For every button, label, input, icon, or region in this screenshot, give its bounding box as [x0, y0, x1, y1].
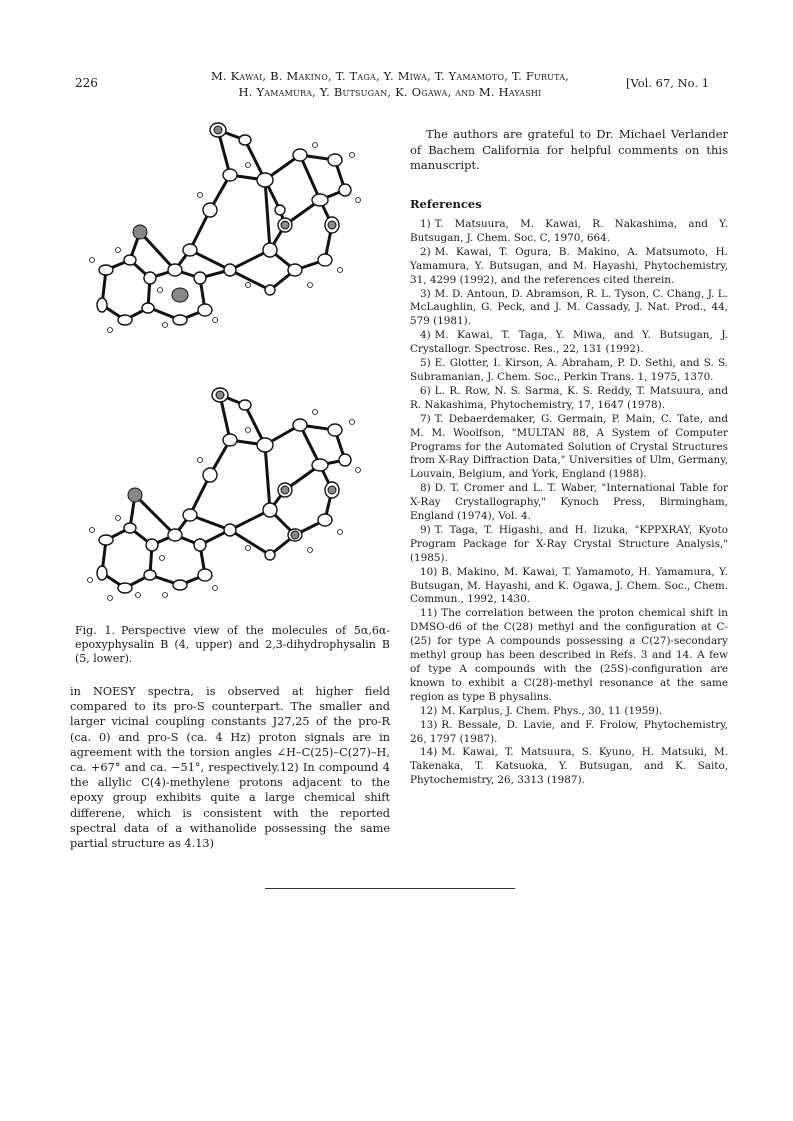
reference-item [410, 746, 728, 788]
reference-text: R. Bessale, D. Lavie, and F. Frolow, Phytochemistry, 26, 1797 (1987). [410, 718, 728, 745]
references-list [410, 218, 728, 788]
reference-number: 13) [420, 718, 438, 731]
authors-line-2: H. Yamamura, Y. Butsugan, K. Ogawa, and M. Hayashi [238, 85, 542, 99]
reference-text: B. Makino, M. Kawai, T. Yamamoto, H. Yamamura, Y. Butsugan, M. Hayashi, and K. Ogawa, J. Chem. Soc., Chem. Commun., 1992, 1430. [410, 565, 728, 606]
reference-item [410, 413, 728, 483]
ortep-figure-upper [70, 110, 370, 345]
reference-item [410, 385, 728, 413]
reference-item [410, 566, 728, 608]
reference-number: 11) [420, 607, 438, 620]
reference-text: L. R. Row, N. S. Sarma, K. S. Reddy, T. Matsuura, and R. Nakashima, Phytochemistry, 17, 1647 (1978). [410, 384, 728, 411]
reference-text: The correlation between the proton chemical shift in DMSO-d6 of the C(28) methyl and the configuration at C-(25) for type A compounds possessing a C(27)-secondary methyl group has been described in Refs. 3 and 14. A few of type A compounds with the (25S)-configuration are known to exhibit a C(28)-methyl resonance at the same region as type B physalins. [410, 607, 728, 703]
reference-item [410, 218, 728, 246]
reference-number: 3) [420, 287, 431, 300]
reference-item [410, 524, 728, 566]
reference-number: 14) [420, 746, 438, 759]
page-number: 226 [75, 76, 98, 90]
reference-text: T. Matsuura, M. Kawai, R. Nakashima, and Y. Butsugan, J. Chem. Soc. C, 1970, 664. [410, 218, 728, 244]
journal-volume: [Vol. 67, No. 1 [626, 76, 710, 90]
reference-text: M. Kawai, T. Taga, Y. Miwa, and Y. Butsugan, J. Crystallogr. Spectrosc. Res., 22, 131 (1992). [410, 329, 728, 356]
reference-item [410, 482, 728, 524]
reference-number: 4) [420, 329, 431, 342]
reference-number: 2) [420, 245, 431, 258]
reference-item [410, 719, 728, 747]
reference-item [410, 329, 728, 357]
reference-text: E. Glotter, I. Kirson, A. Abraham, P. D. Sethi, and S. S. Subramanian, J. Chem. Soc., Perkin Trans. 1, 1975, 1370. [410, 357, 728, 383]
reference-number: 12) [420, 704, 438, 717]
reference-number: 8) [420, 482, 431, 495]
body-paragraph: in NOESY spectra, is observed at higher field compared to its pro-S counterpart. The smaller and larger vicinal coupling constants J27,25 of the pro-R (ca. 0) and pro-S (ca. 4 Hz) proton signals are in agreement with the torsion angles ∠H–C(25)–C(27)–H, ca. +67° and ca. −51°, respectively.12) In compound 4 the allylic C(4)-methylene protons adjacent to the epoxy group exhibits quite a large chemical shift differene, which is consistent with the reported spectral data of a withanolide possessing the same partial structure as 4.13) [70, 685, 390, 851]
reference-text: M. Kawai, T. Matsuura, S. Kyuno, H. Matsuki, M. Takenaka, T. Katsuoka, Y. Butsugan, and K. Saito, Phytochemistry, 26, 3313 (1987). [410, 746, 728, 787]
reference-number: 7) [420, 412, 431, 425]
end-rule [265, 888, 515, 889]
reference-text: T. Taga, T. Higashi, and H. Iizuka, "KPPXRAY, Kyoto Program Package for X-Ray Crystal Structure Analysis," (1985). [410, 523, 728, 564]
reference-item [410, 357, 728, 385]
references-heading: References [410, 197, 482, 211]
reference-text: M. Karplus, J. Chem. Phys., 30, 11 (1959). [441, 704, 663, 717]
reference-text: D. T. Cromer and L. T. Waber, "International Table for X-Ray Crystallography," Kynoch Press, Birmingham, England (1974), Vol. 4. [410, 482, 728, 523]
acknowledgment: The authors are grateful to Dr. Michael Verlander of Bachem California for helpful comments on this manuscript. [410, 127, 728, 172]
reference-item [410, 246, 728, 288]
reference-number: 5) [420, 357, 431, 370]
authors-line-1: M. Kawai, B. Makino, T. Taga, Y. Miwa, T. Yamamoto, T. Furuta, [210, 69, 570, 83]
reference-number: 9) [420, 523, 431, 536]
figure-caption [75, 624, 390, 666]
reference-text: M. Kawai, T. Ogura, B. Makino, A. Matsumoto, H. Yamamura, Y. Butsugan, and M. Hayashi, Phytochemistry, 31, 4299 (1992), and the references cited therein. [410, 245, 728, 286]
ortep-drawing-lower [70, 370, 370, 610]
ortep-figure-lower [70, 370, 370, 610]
running-head-authors [180, 68, 600, 100]
reference-item [410, 607, 728, 704]
reference-number: 6) [420, 384, 431, 397]
reference-number: 10) [420, 565, 438, 578]
figure-caption-text: Perspective view of the molecules of 5α,6α-epoxyphysalin B (4, upper) and 2,3-dihydrophysalin B (5, lower). [75, 624, 390, 665]
reference-number: 1) [420, 218, 431, 230]
reference-text: T. Debaerdemaker, G. Germain, P. Main, C. Tate, and M. M. Woolfson, "MULTAN 88, A System of Computer Programs for the Automated Solution of Crystal Structures from X-Ray Diffraction Data," Universities of Ulm, Germany, Louvain, Belgium, and York, England (1988). [410, 412, 728, 481]
reference-item [410, 288, 728, 330]
reference-text: M. D. Antoun, D. Abramson, R. L. Tyson, C. Chang, J. L. McLaughlin, G. Peck, and J. M. Cassady, J. Nat. Prod., 44, 579 (1981). [410, 287, 728, 328]
ortep-drawing-upper [70, 110, 370, 345]
figure-label: Fig. 1. [75, 624, 116, 637]
reference-item [410, 705, 728, 719]
